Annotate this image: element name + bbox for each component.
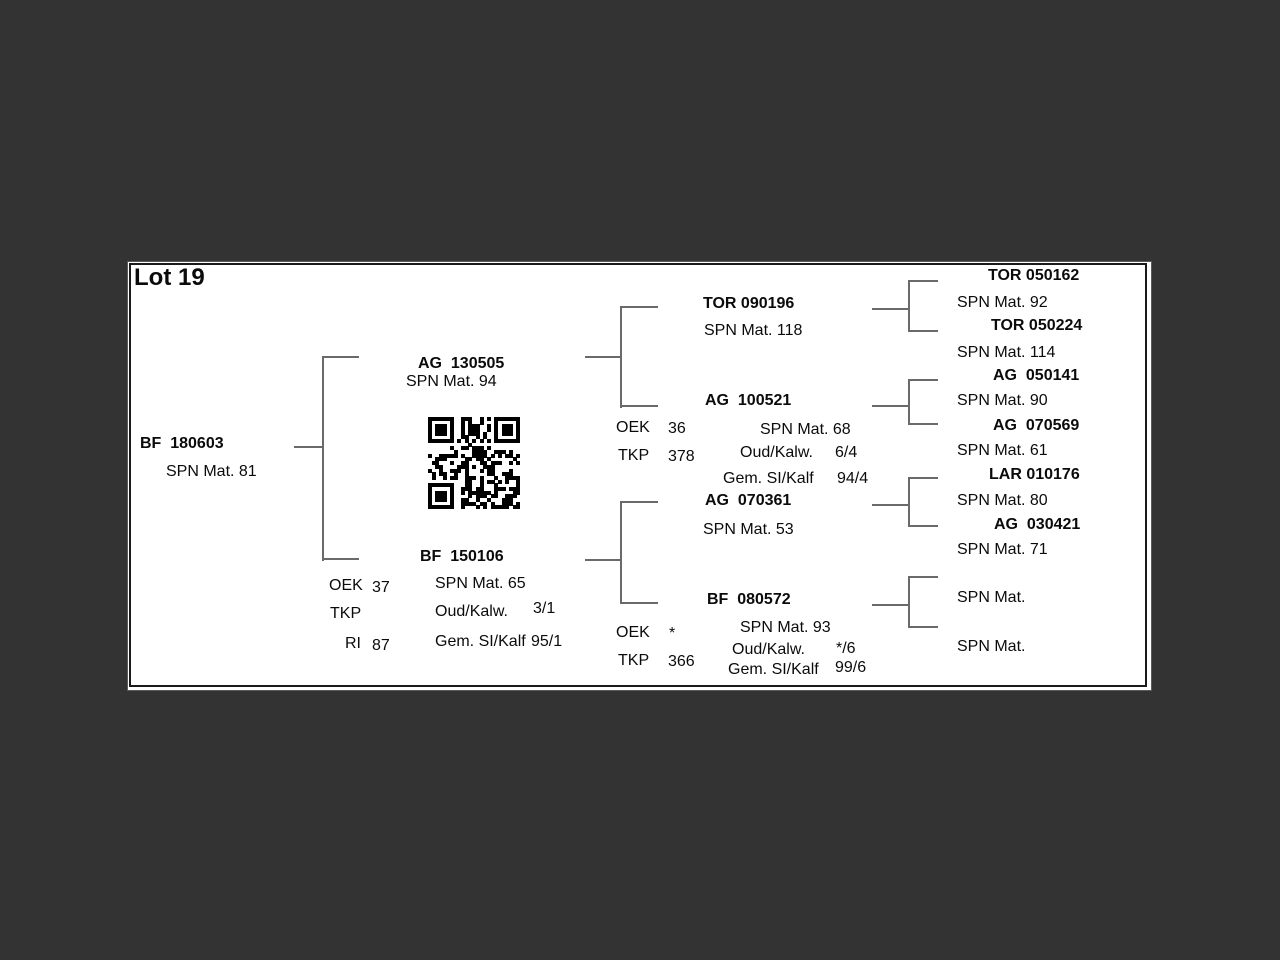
gen3-name-3: AG 070569 — [993, 417, 1080, 434]
dam-sire-spn: SPN Mat. 53 — [703, 521, 794, 538]
connector-line — [620, 306, 622, 408]
connector-line — [908, 330, 938, 332]
dam-tkp-label: TKP — [330, 605, 362, 622]
connector-line — [908, 379, 938, 381]
dam-dam-tkp-label: TKP — [618, 652, 650, 669]
gen3-name-0: TOR 050162 — [988, 267, 1080, 284]
gen3-name-4: LAR 010176 — [989, 466, 1080, 483]
sire-dam-oek-label: OEK — [616, 419, 650, 436]
sire-sire-spn: SPN Mat. 118 — [704, 322, 803, 339]
sire-dam-gemsikalf-value: 94/4 — [837, 470, 869, 487]
sire-dam-oudkalw-value: 6/4 — [835, 444, 858, 461]
connector-line — [872, 604, 910, 606]
sire-spn: SPN Mat. 94 — [406, 373, 497, 390]
dam-oudkalw-label: Oud/Kalw. — [435, 603, 508, 620]
connector-line — [322, 356, 324, 561]
sire-dam-tkp-value: 378 — [668, 448, 695, 465]
dam-gemsikalf-label: Gem. SI/Kalf — [435, 633, 526, 650]
connector-line — [872, 405, 910, 407]
connector-line — [620, 501, 622, 604]
connector-line — [908, 525, 938, 527]
gen3-name-5: AG 030421 — [994, 516, 1081, 533]
connector-line — [908, 626, 938, 628]
dam-dam-gemsikalf-label: Gem. SI/Kalf — [728, 661, 819, 678]
sire-dam-oudkalw-label: Oud/Kalw. — [740, 444, 813, 461]
sire-dam-name: AG 100521 — [705, 392, 792, 409]
connector-line — [908, 379, 910, 425]
sire-dam-spn: SPN Mat. 68 — [760, 421, 851, 438]
connector-line — [322, 558, 359, 560]
sire-sire-name: TOR 090196 — [703, 295, 795, 312]
sire-dam-tkp-label: TKP — [618, 447, 650, 464]
dam-dam-name: BF 080572 — [707, 591, 791, 608]
dam-sire-name: AG 070361 — [705, 492, 792, 509]
qr-code — [428, 417, 520, 511]
dam-gemsikalf-value: 95/1 — [531, 633, 563, 650]
connector-line — [908, 477, 910, 527]
sire-dam-oek-value: 36 — [668, 420, 686, 437]
subject-name: BF 180603 — [140, 435, 224, 452]
dam-oek-label: OEK — [329, 577, 363, 594]
lot-title: Lot 19 — [134, 264, 205, 291]
dam-dam-oek-value: * — [669, 625, 676, 642]
gen3-spn-5: SPN Mat. 71 — [957, 541, 1048, 558]
connector-line — [908, 576, 910, 628]
connector-line — [620, 602, 658, 604]
connector-line — [908, 280, 938, 282]
gen3-spn-4: SPN Mat. 80 — [957, 492, 1048, 509]
connector-line — [620, 405, 658, 407]
connector-line — [908, 423, 938, 425]
dam-dam-oudkalw-value: */6 — [836, 640, 856, 657]
connector-line — [908, 477, 938, 479]
dam-spn: SPN Mat. 65 — [435, 575, 526, 592]
dam-dam-gemsikalf-value: 99/6 — [835, 659, 867, 676]
connector-line — [620, 306, 658, 308]
sire-dam-gemsikalf-label: Gem. SI/Kalf — [723, 470, 814, 487]
gen3-spn-6: SPN Mat. — [957, 589, 1026, 606]
connector-line — [585, 559, 622, 561]
gen3-spn-2: SPN Mat. 90 — [957, 392, 1048, 409]
subject-spn: SPN Mat. 81 — [166, 463, 257, 480]
gen3-spn-7: SPN Mat. — [957, 638, 1026, 655]
dam-ri-label: RI — [345, 635, 361, 652]
dam-dam-spn: SPN Mat. 93 — [740, 619, 831, 636]
gen3-name-2: AG 050141 — [993, 367, 1080, 384]
connector-line — [872, 504, 910, 506]
gen3-spn-1: SPN Mat. 114 — [957, 344, 1056, 361]
dam-dam-oek-label: OEK — [616, 624, 650, 641]
dam-oek-value: 37 — [372, 579, 390, 596]
dam-dam-tkp-value: 366 — [668, 653, 695, 670]
sire-name: AG 130505 — [418, 355, 505, 372]
gen3-name-1: TOR 050224 — [991, 317, 1083, 334]
gen3-spn-0: SPN Mat. 92 — [957, 294, 1048, 311]
connector-line — [294, 446, 324, 448]
connector-line — [908, 280, 910, 332]
connector-line — [872, 308, 910, 310]
dam-ri-value: 87 — [372, 637, 390, 654]
dam-name: BF 150106 — [420, 548, 504, 565]
connector-line — [585, 356, 622, 358]
connector-line — [322, 356, 359, 358]
connector-line — [908, 576, 938, 578]
dam-dam-oudkalw-label: Oud/Kalw. — [732, 641, 805, 658]
gen3-spn-3: SPN Mat. 61 — [957, 442, 1048, 459]
dam-oudkalw-value: 3/1 — [533, 600, 556, 617]
connector-line — [620, 501, 658, 503]
